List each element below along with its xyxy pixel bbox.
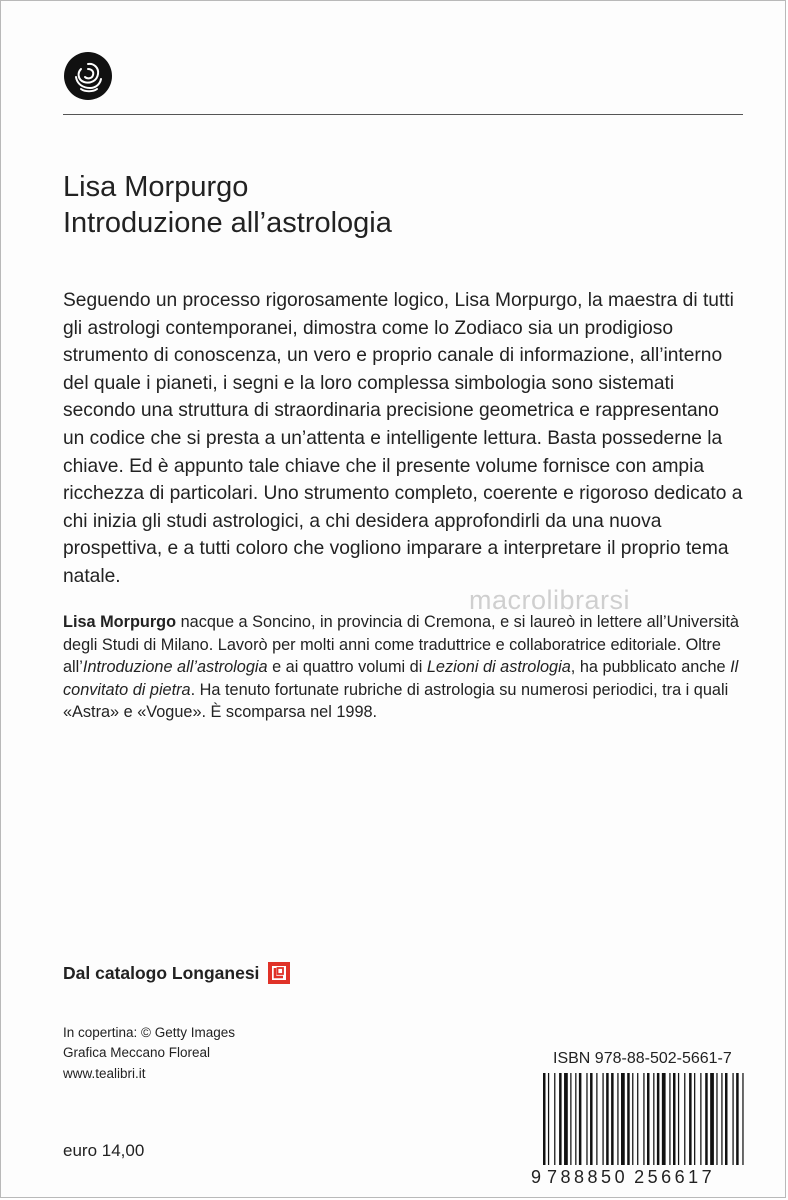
catalog-text: Dal catalogo Longanesi bbox=[63, 962, 260, 983]
isbn-label: ISBN 978-88-502-5661-7 bbox=[553, 1050, 732, 1067]
bio-author-name: Lisa Morpurgo bbox=[63, 613, 177, 631]
catalog-label bbox=[63, 961, 291, 985]
watermark-text: macrolibrarsi bbox=[469, 585, 631, 615]
barcode-lead-digit: 9 bbox=[531, 1167, 542, 1187]
bio-title-3: Il convitato di pietra bbox=[63, 658, 739, 699]
bio-title-2: Lezioni di astrologia bbox=[426, 658, 571, 676]
bio-text-4: . Ha tenuto fortunate rubriche di astrologia su numerosi periodici, tra i quali «Astra» e «Vogue». È scomparsa nel 1998. bbox=[63, 680, 729, 721]
longanesi-logo-icon bbox=[267, 961, 291, 985]
bio-text-1: nacque a Soncino, in provincia di Cremona, e si laureò in lettere all’Università degli Studi di Milano. Lavorò per molti anni come traduttrice e collaboratrice editoriale. Oltre all’ bbox=[63, 613, 739, 676]
cover-credit: In copertina: © Getty Images bbox=[63, 1025, 236, 1040]
barcode-icon bbox=[541, 1073, 747, 1165]
credits bbox=[63, 1023, 235, 1063]
bio-title-1: Introduzione all’astrologia bbox=[82, 658, 268, 676]
design-credit: Grafica Meccano Floreal bbox=[63, 1045, 211, 1060]
website-url: www.tealibri.it bbox=[63, 1066, 146, 1081]
header-divider bbox=[63, 114, 743, 115]
barcode-left-digits: 788850 bbox=[547, 1167, 629, 1187]
price: euro 14,00 bbox=[63, 1141, 145, 1160]
rose-logo-icon bbox=[63, 51, 113, 101]
bio-text-2: e ai quattro volumi di bbox=[267, 658, 427, 676]
author-name: Lisa Morpurgo bbox=[63, 171, 249, 203]
barcode-right-digits: 256617 bbox=[634, 1167, 716, 1187]
book-description: Seguendo un processo rigorosamente logico, Lisa Morpurgo, la maestra di tutti gli astrologi contemporanei, dimostra come lo Zodiaco sia un prodigioso strumento di conoscenza, un vero e proprio canale di informazione, all’interno del quale i pianeti, i segni e la loro complessa simbologia sono sistemati secondo una struttura di straordinaria precisione geometrica e rappresentano un codice che si presta a un’attenta e intelligente lettura. Basta possederne la chiave. Ed è appunto tale chiave che il presente volume fornisce con ampia ricchezza di particolari. Uno strumento completo, coerente e rigoroso dedicato a chi inizia gli studi astrologici, a chi desidera approfondirli da una nuova prospettiva, e a tutti coloro che vogliono imparare a interpretare il proprio tema natale. bbox=[63, 290, 743, 587]
book-heading bbox=[63, 169, 392, 241]
barcode-digits bbox=[531, 1167, 715, 1188]
book-title: Introduzione all’astrologia bbox=[63, 207, 392, 239]
bio-text-3: , ha pubblicato anche bbox=[570, 658, 731, 676]
author-bio bbox=[63, 611, 743, 724]
